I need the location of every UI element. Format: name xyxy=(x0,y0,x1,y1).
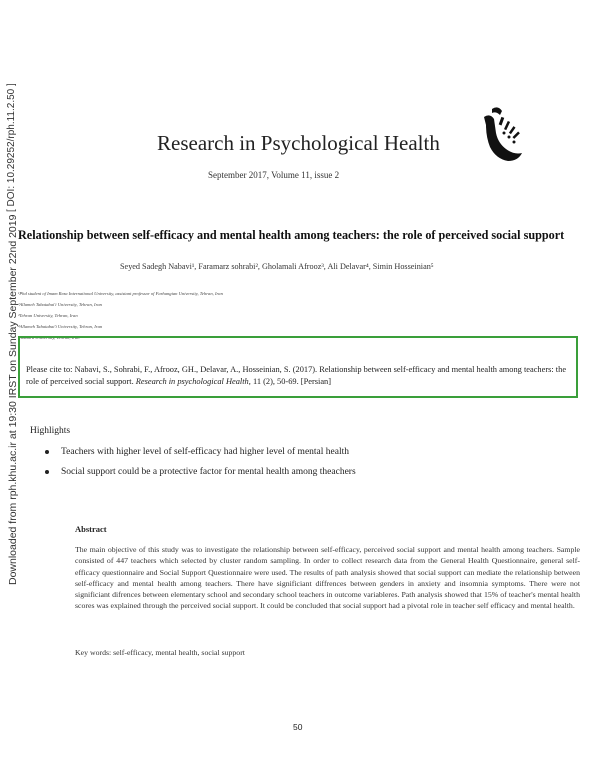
affiliation-3: ³Tehran University, Tehran, Iran xyxy=(18,313,78,318)
keywords: Key words: self-efficacy, mental health, social support xyxy=(75,648,245,657)
bullet-icon xyxy=(45,450,49,454)
journal-emblem-icon xyxy=(478,103,528,165)
affiliation-1: ¹Phd student of Imam Reza International University, assistant professor of Farhangian University, Tehran, Iran xyxy=(18,291,223,296)
highlights-heading: Highlights xyxy=(30,426,71,436)
journal-title: Research in Psychological Health xyxy=(157,131,440,155)
doi-sidebar: [ DOI: 10.29252/rph.11.2.50 ] xyxy=(6,83,17,212)
affiliation-4: ⁴Allameh Tabatabai'i University, Tehran, Iran xyxy=(18,324,103,329)
highlight-item xyxy=(45,467,356,477)
highlight-text: Teachers with higher level of self-efficacy had higher level of mental health xyxy=(61,447,349,457)
abstract-body: The main objective of this study was to investigate the relationship between self-efficacy, perceived social support and mental health among teachers. Sample consisted of 447 teachers which selected by cluster random sampling. In order to collect research data from the General Health Questionnaire, general self-efficacy questionnaire and Social Support Questionnaire were used. The results of path analysis showed that social support can mediate the relationship between self-efficacy and mental health among teachers. There have significiant diffrences between genders in anxiety and insomnia symptoms. There were not significiant difrences between elementary school and secondary school teachers in outcome variableres. Path analysis showed that 15% of teacher's mental health scores was explained through the perceived social support. It could be concluded that social support had a pivotal role in teacher self efficacy and mental health. xyxy=(75,545,580,611)
affiliation-2: ²Allameh Tabatabai'i University, Tehran, Iran xyxy=(18,302,102,307)
paper-title: Relationship between self-efficacy and mental health among teachers: the role of perceived social support xyxy=(18,228,565,242)
issue-info: September 2017, Volume 11, issue 2 xyxy=(208,170,340,180)
page-number: 50 xyxy=(293,722,303,732)
highlight-item xyxy=(45,447,349,457)
citation-journal: Research in psychological Health xyxy=(135,377,249,386)
affiliation-5: ⁵Alzahra University, Tehran, Iran xyxy=(18,335,80,340)
citation-prefix: Please cite to: Nabavi, S., Sohrabi, F., Afrooz, GH., Delavar, A., Hosseinian, S. (2017). Relationship between self-efficacy and mental health among teachers: the role of perceived social support. xyxy=(26,365,567,386)
citation-suffix: , 11 (2), 50-69. [Persian] xyxy=(248,377,332,386)
highlight-text: Social support could be a protective factor for mental health among theachers xyxy=(61,467,356,477)
download-stamp: Downloaded from rph.khu.ac.ir at 19:30 IRST on Sunday September 22nd 2019 xyxy=(7,214,19,585)
abstract-heading: Abstract xyxy=(75,524,107,534)
bullet-icon xyxy=(45,470,49,474)
author-list: Seyed Sadegh Nabavi¹, Faramarz sohrabi², Gholamali Afrooz³, Ali Delavar⁴, Simin Hosseinian⁵ xyxy=(120,262,434,271)
citation-text xyxy=(26,364,576,388)
